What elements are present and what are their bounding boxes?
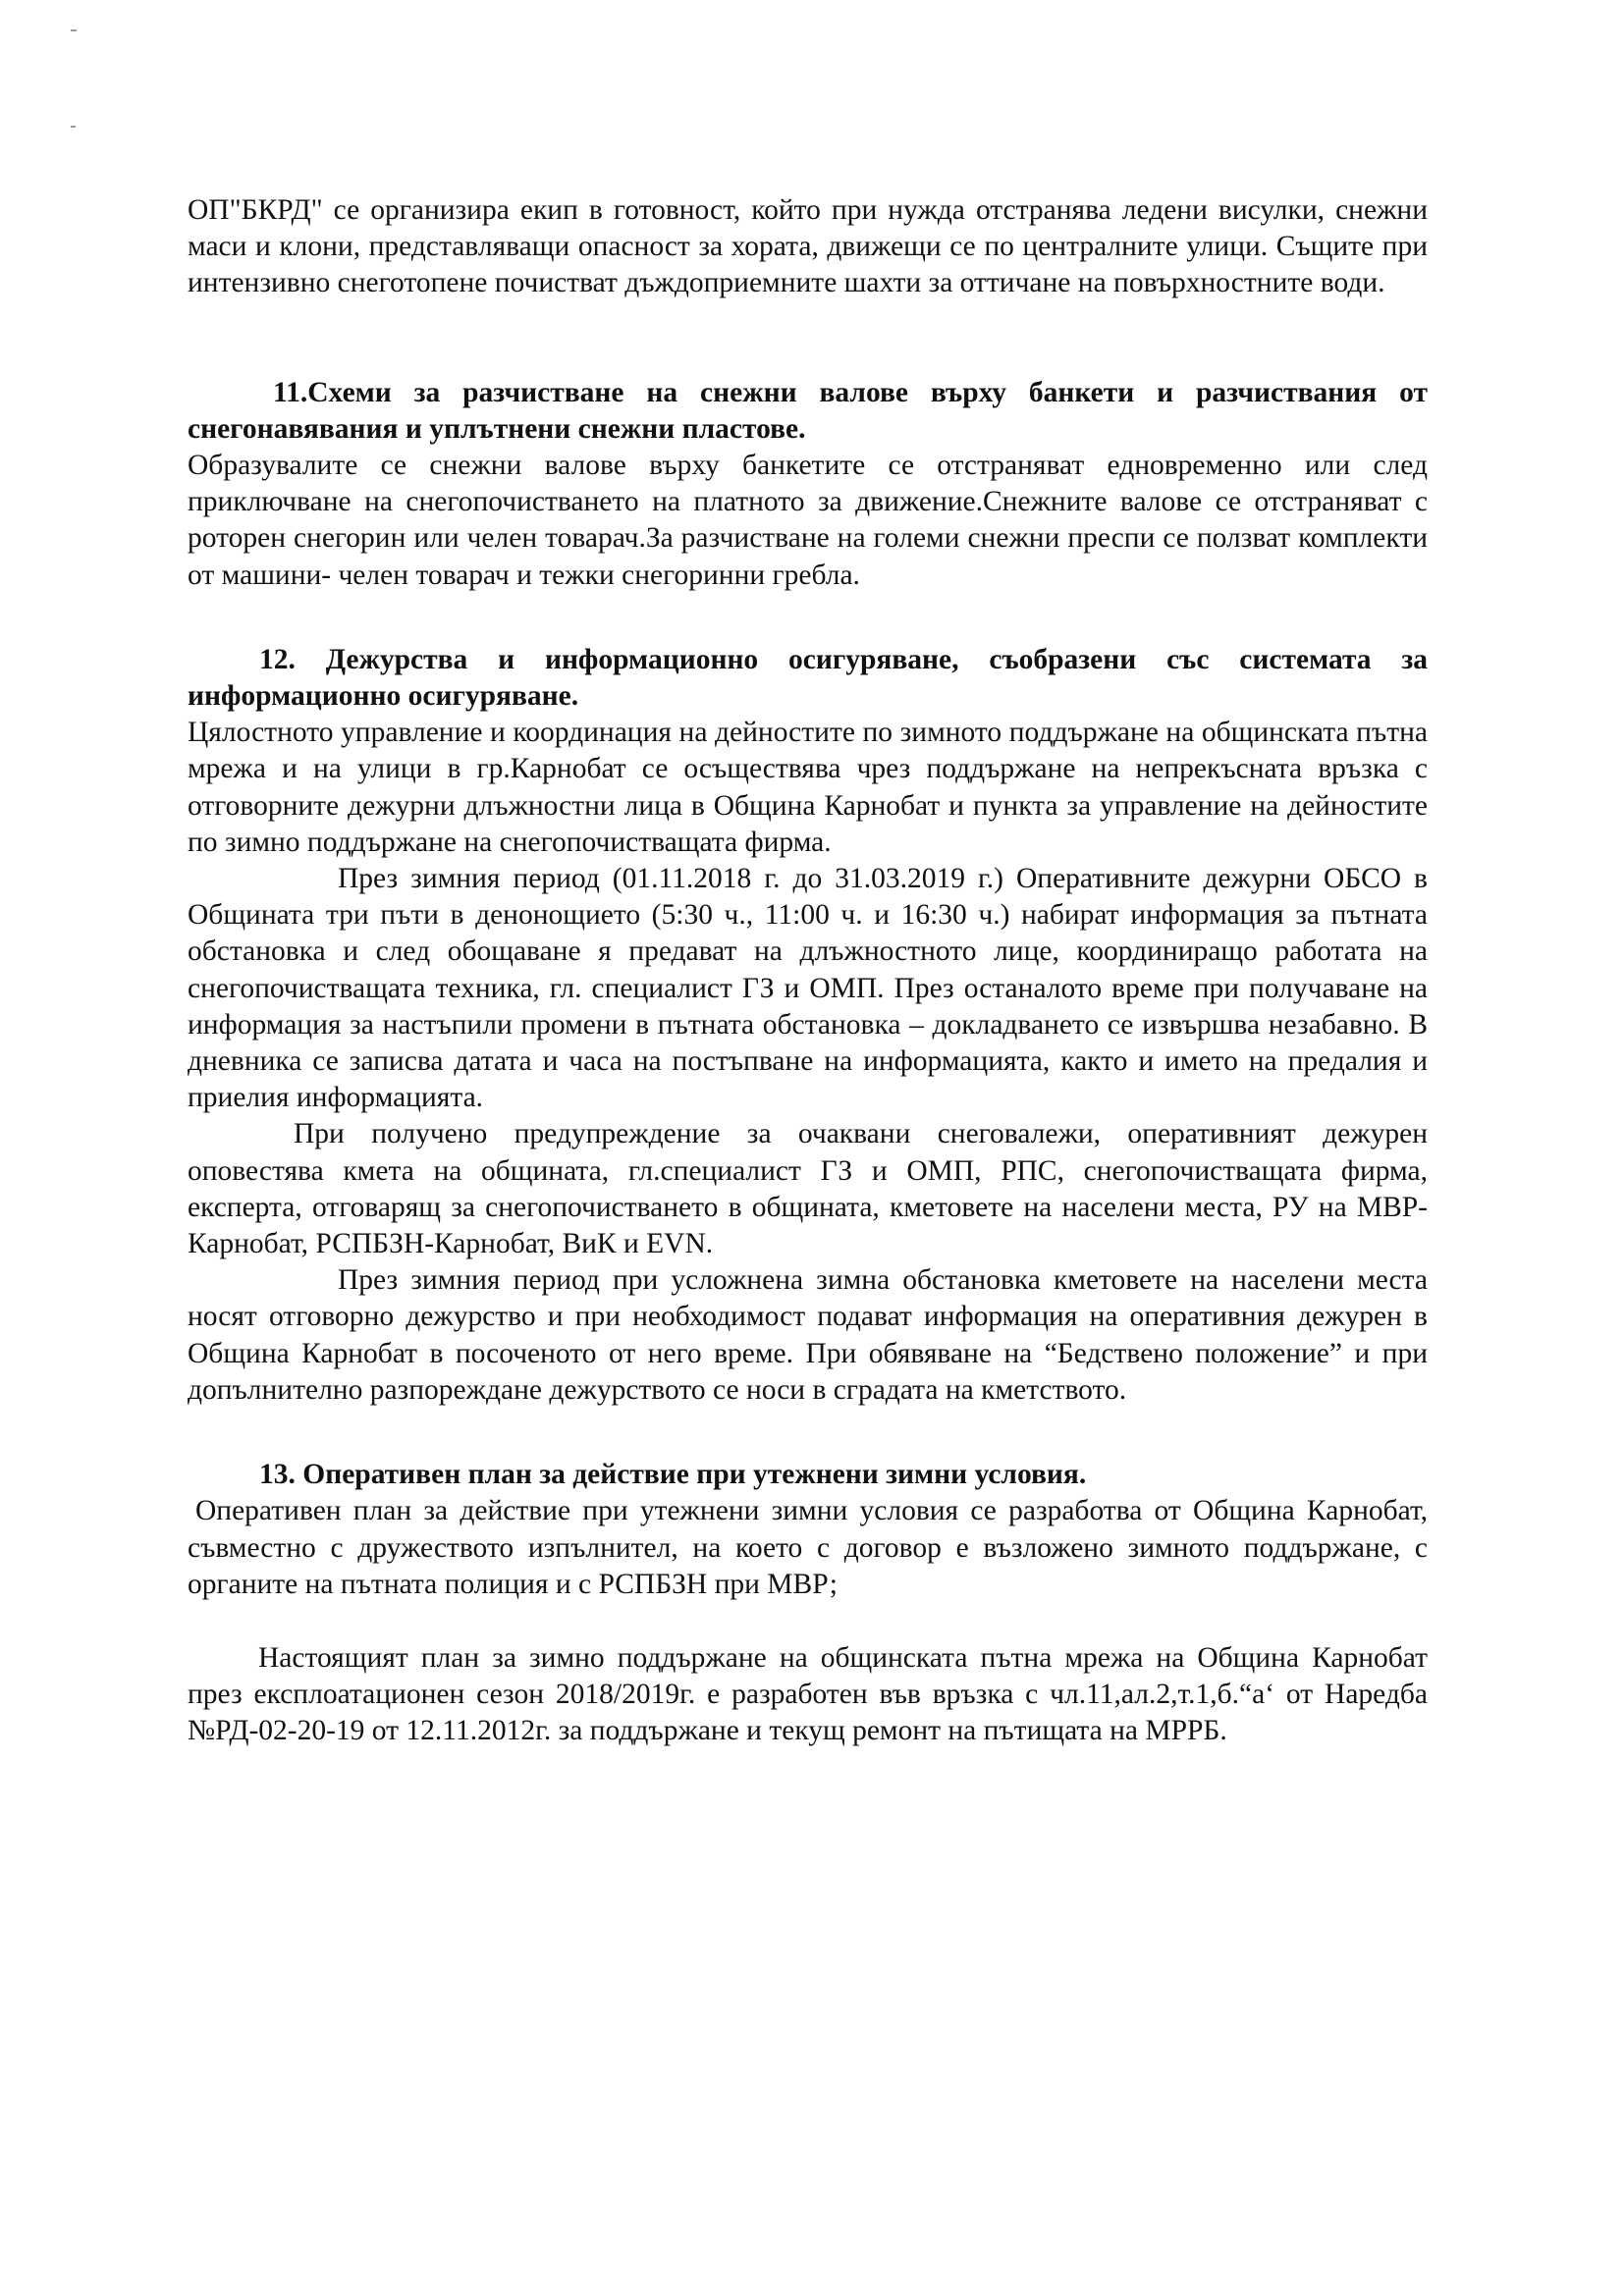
section-gap: [188, 302, 1428, 375]
section-gap: [188, 1409, 1428, 1457]
section-11-paragraph: Образувалите се снежни валове върху банкетите се отстраняват едновременно или след приключване на снегопочистването на платното за движение.Снежните валове се отстраняват с роторен снегорин или челен товарач.За разчистване на големи снежни преспи се ползват комплекти от машини- челен товарач и тежки снегоринни гребла.: [188, 450, 1428, 591]
section-12-paragraph-3: При получено предупреждение за очаквани снеговалежи, оперативният дежурен оповестява кмета на общината, гл.специалист ГЗ и ОМП, РПС, снегопочистващата фирма, експерта, отговарящ за снегопочистването в общината, кметовете на населени места, РУ на МВР-Карнобат, РСПБЗН-Карнобат, ВиК и EVN.: [188, 1118, 1428, 1260]
scan-speck: [71, 29, 77, 31]
section-12-paragraph-2: През зимния период (01.11.2018 г. до 31.03.2019 г.) Оперативните дежурни ОБСО в Общината три пъти в денонощието (5:30 ч., 11:00 ч. и 16:30 ч.) набират информация за пътната обстановка и след обощаване я предават на длъжностното лице, координиращо работата на снегопочистващата техника, гл. специалист ГЗ и ОМП. През останалото време при получаване на информация за настъпили промени в пътната обстановка – докладването се извършва незабавно. В дневника се записва датата и часа на постъпване на информацията, както и името на предалия и приелия информацията.: [188, 863, 1428, 1114]
section-13-paragraph: Оперативен план за действие при утежнени зимни условия се разработва от Община Карнобат, съвместно с дружеството изпълнител, на което с договор е възложено зимното поддържане, с органите на пътната полиция и с РСПБЗН при МВР;: [188, 1495, 1428, 1600]
section-gap: [188, 594, 1428, 642]
scan-speck: [71, 126, 76, 128]
section-12-heading: 12. Дежурства и информационно осигуряване, съобразени със системата за информационно осигуряване.: [188, 643, 1428, 713]
closing-paragraph: Настоящият план за зимно поддържане на общинската пътна мрежа на Община Карнобат през експлоатационен сезон 2018/2019г. е разработен във връзка с чл.11,ал.2,т.1,б.“а‘ от Наредба №РД-02-20-19 от 12.11.2012г. за поддържане и текущ ремонт на пътищата на МРРБ.: [188, 1641, 1428, 1747]
section-12-paragraph-1: Цялостното управление и координация на дейностите по зимното поддържане на общинската пътна мрежа и на улици в гр.Карнобат се осъществява чрез поддържане на непрекъсната връзка с отговорните дежурни длъжностни лица в Община Карнобат и пункта за управление на дейностите по зимно поддържане на снегопочистващата фирма.: [188, 717, 1428, 858]
intro-paragraph: ОП"БКРД" се организира екип в готовност, който при нужда отстранява ледени висулки, снежни маси и клони, представляващи опасност за хората, движещи се по централните улици. Същите при интензивно снеготопене почистват дъждоприемните шахти за оттичане на повърхностните води.: [188, 194, 1428, 299]
section-gap: [188, 1603, 1428, 1640]
section-13-heading: 13. Оперативен план за действие при утежнени зимни условия.: [259, 1459, 1087, 1491]
section-11-heading: 11.Схеми за разчистване на снежни валове върху банкети и разчиствания от снегонавявания и уплътнени снежни пластове.: [188, 376, 1428, 445]
document-body: [188, 192, 1428, 1750]
section-12-paragraph-4: През зимния период при усложнена зимна обстановка кметовете на населени места носят отговорно дежурство и при необходимост подават информация на оперативния дежурен в Община Карнобат в посоченото от него време. При обявяване на “Бедствено положение” и при допълнително разпореждане дежурството се носи в сградата на кметството.: [188, 1264, 1428, 1406]
